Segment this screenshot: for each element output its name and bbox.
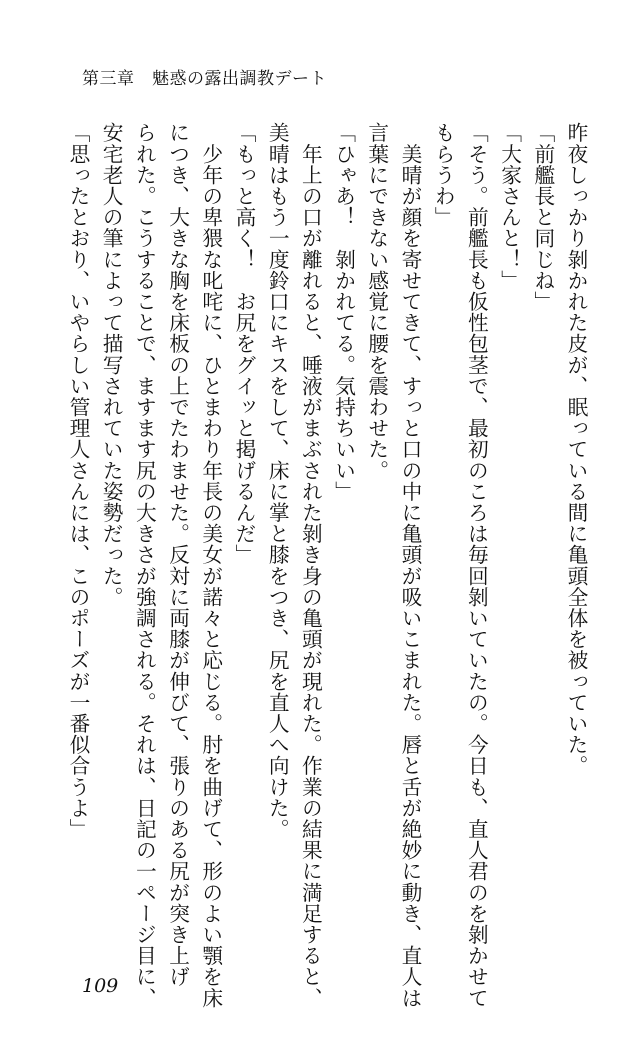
text-line: もらうわ」 [431,122,456,228]
page-number: 109 [82,975,119,997]
text-line: 言葉にできない感覚に腰を震わせた。 [364,122,389,481]
text-line: 昨夜しっかり剝かれた皮が、眠っている間に亀頭全体を被っていた。 [564,122,588,777]
text-line: につき、大きな胸を床板の上でたわませた。反対に両膝が伸びて、張りのある尻が突き上げ [165,122,190,988]
text-line: 「もっと高く！ お尻をグイッと掲げるんだ」 [231,122,256,566]
text-line: 美晴はもう一度鈴口にキスをして、床に掌と膝をつき、尻を直人へ向けた。 [265,122,290,840]
text-line: 「思ったとおり、いやらしい管理人さんには、このポーズが一番似合うよ」 [65,122,90,840]
text-line: 「ひゃあ！ 剝かれてる。気持ちいい」 [331,122,356,502]
text-line: 「大家さんと！」 [497,122,522,291]
text-line: 「そう。前艦長も仮性包茎で、最初のころは毎回剝いていたの。今日も、直人君のを剝かせて [464,122,489,1009]
running-head: 第三章 魅惑の露出調教デート [82,69,327,89]
text-line: 安宅老人の筆によって描写されていた姿勢だった。 [99,122,124,608]
text-line: 「前艦長と同じね」 [530,122,555,312]
text-line: 美晴が顔を寄せてきて、すっと口の中に亀頭が吸いこまれた。唇と舌が絶妙に動き、直人は [397,122,422,1009]
text-line: 少年の卑猥な叱咤に、ひとまわり年長の美女が諾々と応じる。肘を曲げて、形のよい顎を床 [198,122,223,1009]
text-line: 年上の口が離れると、唾液がまぶされた剝き身の亀頭が現れた。作業の結果に満足すると、 [298,122,323,1009]
text-line: られた。こうすることで、ますます尻の大きさが強調される。それは、日記の一ページ目に、 [132,122,157,1009]
